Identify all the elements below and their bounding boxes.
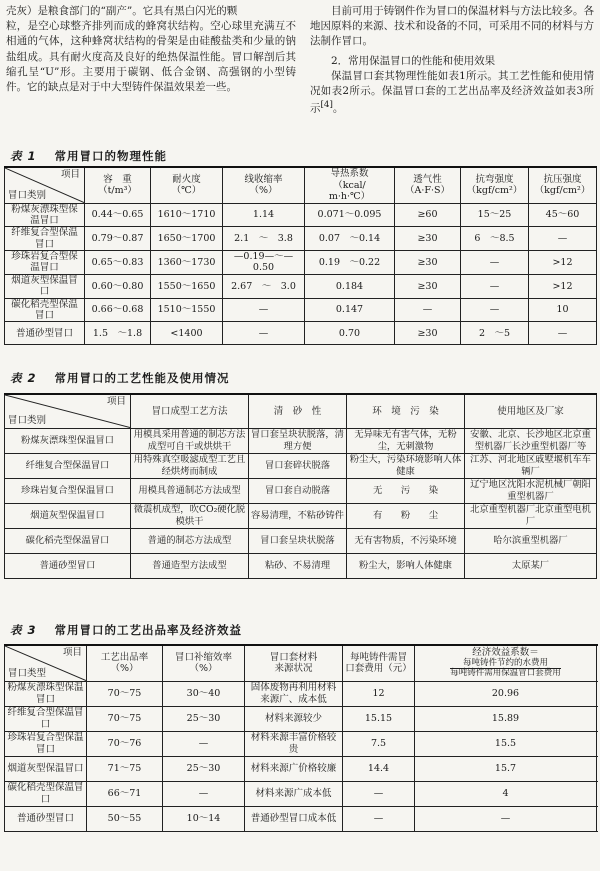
table-cell: 14.4 <box>343 756 415 781</box>
table2-body <box>5 428 597 578</box>
table-cell: 6 ～8.5 <box>461 227 529 251</box>
table-cell: ≥30 <box>395 227 461 251</box>
table-cell: — <box>415 806 597 831</box>
table-cell: 粉尘大，影响人体健康 <box>347 553 465 578</box>
table1-header-row <box>5 167 597 203</box>
table3-header-row <box>5 645 597 681</box>
table-cell: 0.66～0.68 <box>85 298 151 322</box>
table-row <box>5 503 597 528</box>
table1-header-bending-l2: （kgf/cm²） <box>466 185 523 197</box>
table-cell: ≥30 <box>395 251 461 275</box>
table-cell: 2.1 ～ 3.8 <box>223 227 305 251</box>
table1-header-shrinkage-l2: （%） <box>249 185 278 197</box>
table-cell: 66～71 <box>87 781 163 806</box>
table-cell: 用特殊真空吸滤成型工艺且经烘烤而制成 <box>131 453 249 478</box>
table-cell: >12 <box>529 251 597 275</box>
table-cell: 冒口套自动脱落 <box>249 478 347 503</box>
table1-header-conductivity-l3: m·h·℃） <box>328 190 371 202</box>
table-cell: 普通造型方法成型 <box>131 553 249 578</box>
table-cell: 冒口套呈块状脱落，清理方便 <box>249 428 347 453</box>
table2-process-properties <box>4 393 597 579</box>
table-cell: 粘砂、不易清理 <box>249 553 347 578</box>
reference-marker: [4] <box>320 100 333 111</box>
row-label: 碳化稻壳型保温冒口 <box>5 298 85 322</box>
table-cell: 冒口套呈块状脱落 <box>249 528 347 553</box>
table-cell: 1610～1710 <box>151 203 223 227</box>
table2-header-row <box>5 394 597 428</box>
table1-header-permeability-l2: （A·F·S） <box>405 185 450 197</box>
table-cell: 1.14 <box>223 203 305 227</box>
table-cell: 10～14 <box>163 806 245 831</box>
table-cell: — <box>395 298 461 322</box>
table-cell: 无异味无有害气体，无粉尘，无刺激物 <box>347 428 465 453</box>
table-cell: 2 ～5 <box>461 322 529 345</box>
table1-header-permeability-l1: 透气性 <box>413 173 442 185</box>
table-cell: ≥30 <box>395 322 461 345</box>
table3-number: 表 3 <box>10 623 37 637</box>
table3-corner-cell <box>5 645 87 681</box>
table2-header-cleaning: 清 砂 性 <box>249 394 347 428</box>
table-cell: 0.79～0.87 <box>85 227 151 251</box>
table1-header-bending-l1: 抗弯强度 <box>475 173 514 185</box>
table-row <box>5 553 597 578</box>
table-cell: — <box>461 274 529 298</box>
table1-header-bending <box>461 167 529 203</box>
table-row <box>5 203 597 227</box>
table-row <box>5 781 597 806</box>
table-cell: 15.5 <box>415 731 597 756</box>
table-cell: 20.96 <box>415 681 597 706</box>
table-cell: 15.89 <box>415 706 597 731</box>
table1-header-compressive-l2: （kgf/cm²） <box>534 185 591 197</box>
table-cell: 1360～1730 <box>151 251 223 275</box>
row-label: 粉煤灰漂珠型保温冒口 <box>5 428 131 453</box>
row-label: 碳化稻壳型保温冒口 <box>5 781 87 806</box>
table3-header-cost <box>343 645 415 681</box>
table-cell: — <box>529 322 597 345</box>
table-cell: 0.07 ～0.14 <box>305 227 395 251</box>
table-cell: — <box>223 298 305 322</box>
table3-header-material-l1: 冒口套材料 <box>269 651 318 663</box>
table-cell: 材料来源丰富价格较贵 <box>245 731 343 756</box>
table-cell: 1.5 ～1.8 <box>85 322 151 345</box>
row-label: 珍珠岩复合型保温冒口 <box>5 731 87 756</box>
table-row <box>5 428 597 453</box>
table2-caption <box>10 370 230 387</box>
row-label: 普通砂型冒口 <box>5 322 85 345</box>
table-cell: 45～60 <box>529 203 597 227</box>
table3-header-yield <box>87 645 163 681</box>
table3-header-material-l2: 来源状况 <box>274 663 313 675</box>
table3-header-cost-l1: 每吨铸件需冒 <box>349 651 407 663</box>
table-cell: 4 <box>415 781 597 806</box>
table-cell: 1550～1650 <box>151 274 223 298</box>
table1-header-shrinkage <box>223 167 305 203</box>
table-cell: — <box>461 251 529 275</box>
table3-header-cost-l2: 口套费用（元） <box>345 663 412 675</box>
row-label: 烟道灰型保温冒口 <box>5 274 85 298</box>
right-paragraph-2-text: 保温冒口套其物理性能如表1所示。其工艺性能和使用情况如表2所示。保温冒口套的工艺出品率及经济效益如表3所示 <box>310 69 594 115</box>
row-label: 普通砂型冒口 <box>5 806 87 831</box>
table-row <box>5 298 597 322</box>
right-paragraph-1: 目前可用于铸钢件作为冒口的保温材料与方法比较多。各地因原料的来源、技术和设备的不同，可采用不同的材料与方法制作冒口。 <box>310 5 594 48</box>
table-cell: — <box>163 781 245 806</box>
table-cell: — <box>223 322 305 345</box>
table-cell: 0.071～0.095 <box>305 203 395 227</box>
table-row <box>5 731 597 756</box>
table1-header-conductivity-l1: 导热系数 <box>330 168 369 180</box>
table1-corner-top: 项目 <box>60 169 80 180</box>
table-row <box>5 528 597 553</box>
table-row <box>5 322 597 345</box>
right-text-column <box>310 4 594 117</box>
row-label: 纤维复合型保温冒口 <box>5 227 85 251</box>
table-cell: 7.5 <box>343 731 415 756</box>
table-cell: <1400 <box>151 322 223 345</box>
table-cell: 71～75 <box>87 756 163 781</box>
table3-header-feeding-l1: 冒口补缩效率 <box>174 651 232 663</box>
table-cell: ≥30 <box>395 274 461 298</box>
table-row <box>5 453 597 478</box>
table2-header-pollution: 环 境 污 染 <box>347 394 465 428</box>
table-cell: 用模具采用普通的制芯方法成型可自干或烘烘干 <box>131 428 249 453</box>
table1-caption <box>10 148 167 165</box>
table-cell: — <box>343 781 415 806</box>
table1-header-density-l2: （t/m³） <box>98 185 137 197</box>
table3-header-feeding-l2: （%） <box>189 663 218 675</box>
table1-number: 表 1 <box>10 149 37 163</box>
table-cell: — <box>343 806 415 831</box>
table3-header-yield-l1: 工艺出品率 <box>100 651 149 663</box>
table2-header-usage: 使用地区及厂家 <box>465 394 597 428</box>
table1-body <box>5 203 597 345</box>
table-cell: 0.147 <box>305 298 395 322</box>
table1-header-refractoriness <box>151 167 223 203</box>
table-cell: 微震机成型，吹CO₂硬化脱模烘干 <box>131 503 249 528</box>
table2-header-forming: 冒口成型工艺方法 <box>131 394 249 428</box>
table3-body <box>5 681 597 831</box>
table-cell: ≥60 <box>395 203 461 227</box>
row-label: 纤维复合型保温冒口 <box>5 453 131 478</box>
table1-header-density-l1: 容 重 <box>103 173 132 185</box>
table3-corner-bottom: 冒口类型 <box>8 668 47 680</box>
table2-corner-top: 项目 <box>106 396 126 407</box>
table1-header-compressive-l1: 抗压强度 <box>543 173 582 185</box>
table-row <box>5 681 597 706</box>
table-cell: 25～30 <box>163 706 245 731</box>
table3-title: 常用冒口的工艺出品率及经济效益 <box>54 623 243 637</box>
table-cell: — <box>163 731 245 756</box>
table1-header-refractoriness-l2: （℃） <box>171 185 202 197</box>
table3-corner-top: 项目 <box>62 647 82 658</box>
table-cell: 0.184 <box>305 274 395 298</box>
table1-corner-cell <box>5 167 85 203</box>
section-subheading: 2．常用保温冒口的性能和使用效果 <box>331 54 496 67</box>
table3-header-feeding <box>163 645 245 681</box>
table-cell: >12 <box>529 274 597 298</box>
table1-title: 常用冒口的物理性能 <box>54 149 168 163</box>
table-row <box>5 227 597 251</box>
table-cell: 材料来源广成本低 <box>245 781 343 806</box>
table-row <box>5 274 597 298</box>
table-cell: 30～40 <box>163 681 245 706</box>
table-cell: 固体废物再利用材料来源广、成本低 <box>245 681 343 706</box>
row-label: 粉煤灰漂珠型保温冒口 <box>5 681 87 706</box>
table-cell: 1650～1700 <box>151 227 223 251</box>
left-text-column <box>6 4 296 95</box>
table1-header-conductivity <box>305 167 395 203</box>
row-label: 烟道灰型保温冒口 <box>5 756 87 781</box>
table-cell: 普通砂型冒口成本低 <box>245 806 343 831</box>
table-cell: 普通的制芯方法成型 <box>131 528 249 553</box>
table-cell: 15.7 <box>415 756 597 781</box>
table-row <box>5 706 597 731</box>
table3-econ-numerator: 每吨铸件节约的水费用 <box>450 659 561 670</box>
table2-title: 常用冒口的工艺性能及使用情况 <box>54 371 230 385</box>
table-cell: —0.19—～—0.50 <box>223 251 305 275</box>
table-cell: 12 <box>343 681 415 706</box>
table-cell: 0.70 <box>305 322 395 345</box>
table-cell: 安徽、北京、长沙地区北京重型机器厂长沙重型机器厂等 <box>465 428 597 453</box>
table3-header-yield-l2: （%） <box>110 663 139 675</box>
table-cell: 无有害物质，不污染环境 <box>347 528 465 553</box>
table-cell: 容易清理，不粘砂铸件 <box>249 503 347 528</box>
table-cell: 粉尘大，污染环境影响人体健康 <box>347 453 465 478</box>
table-cell: 1510～1550 <box>151 298 223 322</box>
table-cell: 0.44～0.65 <box>85 203 151 227</box>
table3-econ-fraction <box>450 659 561 680</box>
table-cell: 15～25 <box>461 203 529 227</box>
table1-physical-properties <box>4 166 597 345</box>
table-cell: 辽宁地区沈阳水泥机械厂朝阳重型机器厂 <box>465 478 597 503</box>
table-cell: — <box>529 227 597 251</box>
table-cell: 0.60～0.80 <box>85 274 151 298</box>
table-cell: 江苏、河北地区戚墅堰机车车辆厂 <box>465 453 597 478</box>
table3-caption <box>10 622 242 639</box>
table-cell: 25～30 <box>163 756 245 781</box>
left-text-paragraph: 粒，是空心球整齐排列而成的蜂窝状结构。空心球里充满互不相通的气体，这种蜂窝状结构的骨架是由硅酸盐类和少量的钠盐组成。具有耐火度高及良好的绝热保温性能。冒口解剖后其缩孔呈“U”形。主要用于碳钢、低合金钢、高强钢的小型铸件。它的缺点是对于中大型铸件保温效果差一些。 <box>6 20 296 94</box>
left-text-line1: 壳灰）是粮食部门的“副产”。它具有黑白闪光的颗 <box>6 5 238 17</box>
table-cell: 用模具普通制芯方法成型 <box>131 478 249 503</box>
table1-header-conductivity-l2: （kcal/ <box>333 179 366 191</box>
table-cell: 材料来源广价格较廉 <box>245 756 343 781</box>
table-cell: 有 粉 尘 <box>347 503 465 528</box>
table1-header-refractoriness-l1: 耐火度 <box>172 173 201 185</box>
table1-corner-bottom: 冒口类别 <box>8 190 47 202</box>
row-label: 粉煤灰漂珠型保温冒口 <box>5 203 85 227</box>
table-cell: 70～75 <box>87 681 163 706</box>
row-label: 普通砂型冒口 <box>5 553 131 578</box>
row-label: 碳化稻壳型保温冒口 <box>5 528 131 553</box>
table-row <box>5 251 597 275</box>
table2-number: 表 2 <box>10 371 37 385</box>
table2-corner-bottom: 冒口类别 <box>8 415 47 427</box>
table-row <box>5 478 597 503</box>
table-cell: 太原某厂 <box>465 553 597 578</box>
row-label: 纤维复合型保温冒口 <box>5 706 87 731</box>
table-cell: 50～55 <box>87 806 163 831</box>
table1-header-compressive <box>529 167 597 203</box>
right-paragraph-2-end: 。 <box>332 102 344 115</box>
table3-econ-prefix: 经济效益系数＝ <box>472 647 539 659</box>
row-label: 珍珠岩复合型保温冒口 <box>5 478 131 503</box>
table3-header-material <box>245 645 343 681</box>
table2-corner-cell <box>5 394 131 428</box>
table-cell: 材料来源较少 <box>245 706 343 731</box>
table-cell: 70～76 <box>87 731 163 756</box>
table-cell: 哈尔滨重型机器厂 <box>465 528 597 553</box>
table-cell: 15.15 <box>343 706 415 731</box>
table1-header-permeability <box>395 167 461 203</box>
table-cell: 70～75 <box>87 706 163 731</box>
table-cell: 2.67 ～ 3.0 <box>223 274 305 298</box>
table-cell: — <box>461 298 529 322</box>
table-cell: 10 <box>529 298 597 322</box>
table1-header-shrinkage-l1: 线收缩率 <box>244 173 283 185</box>
table-cell: 北京重型机器厂北京重型电机厂 <box>465 503 597 528</box>
right-paragraph-2 <box>310 69 594 117</box>
table-cell: 冒口套碎状脱落 <box>249 453 347 478</box>
table-row <box>5 756 597 781</box>
table3-yield-economics <box>4 644 597 832</box>
row-label: 烟道灰型保温冒口 <box>5 503 131 528</box>
table1-header-density <box>85 167 151 203</box>
table3-econ-denominator: 每吨铸件需用保温冒口套费用 <box>450 668 561 679</box>
table-row <box>5 806 597 831</box>
table-cell: 0.19 ～0.22 <box>305 251 395 275</box>
table-cell: 无 污 染 <box>347 478 465 503</box>
table-cell: 0.65～0.83 <box>85 251 151 275</box>
table3-header-economic-coefficient <box>415 645 597 681</box>
row-label: 珍珠岩复合型保温冒口 <box>5 251 85 275</box>
